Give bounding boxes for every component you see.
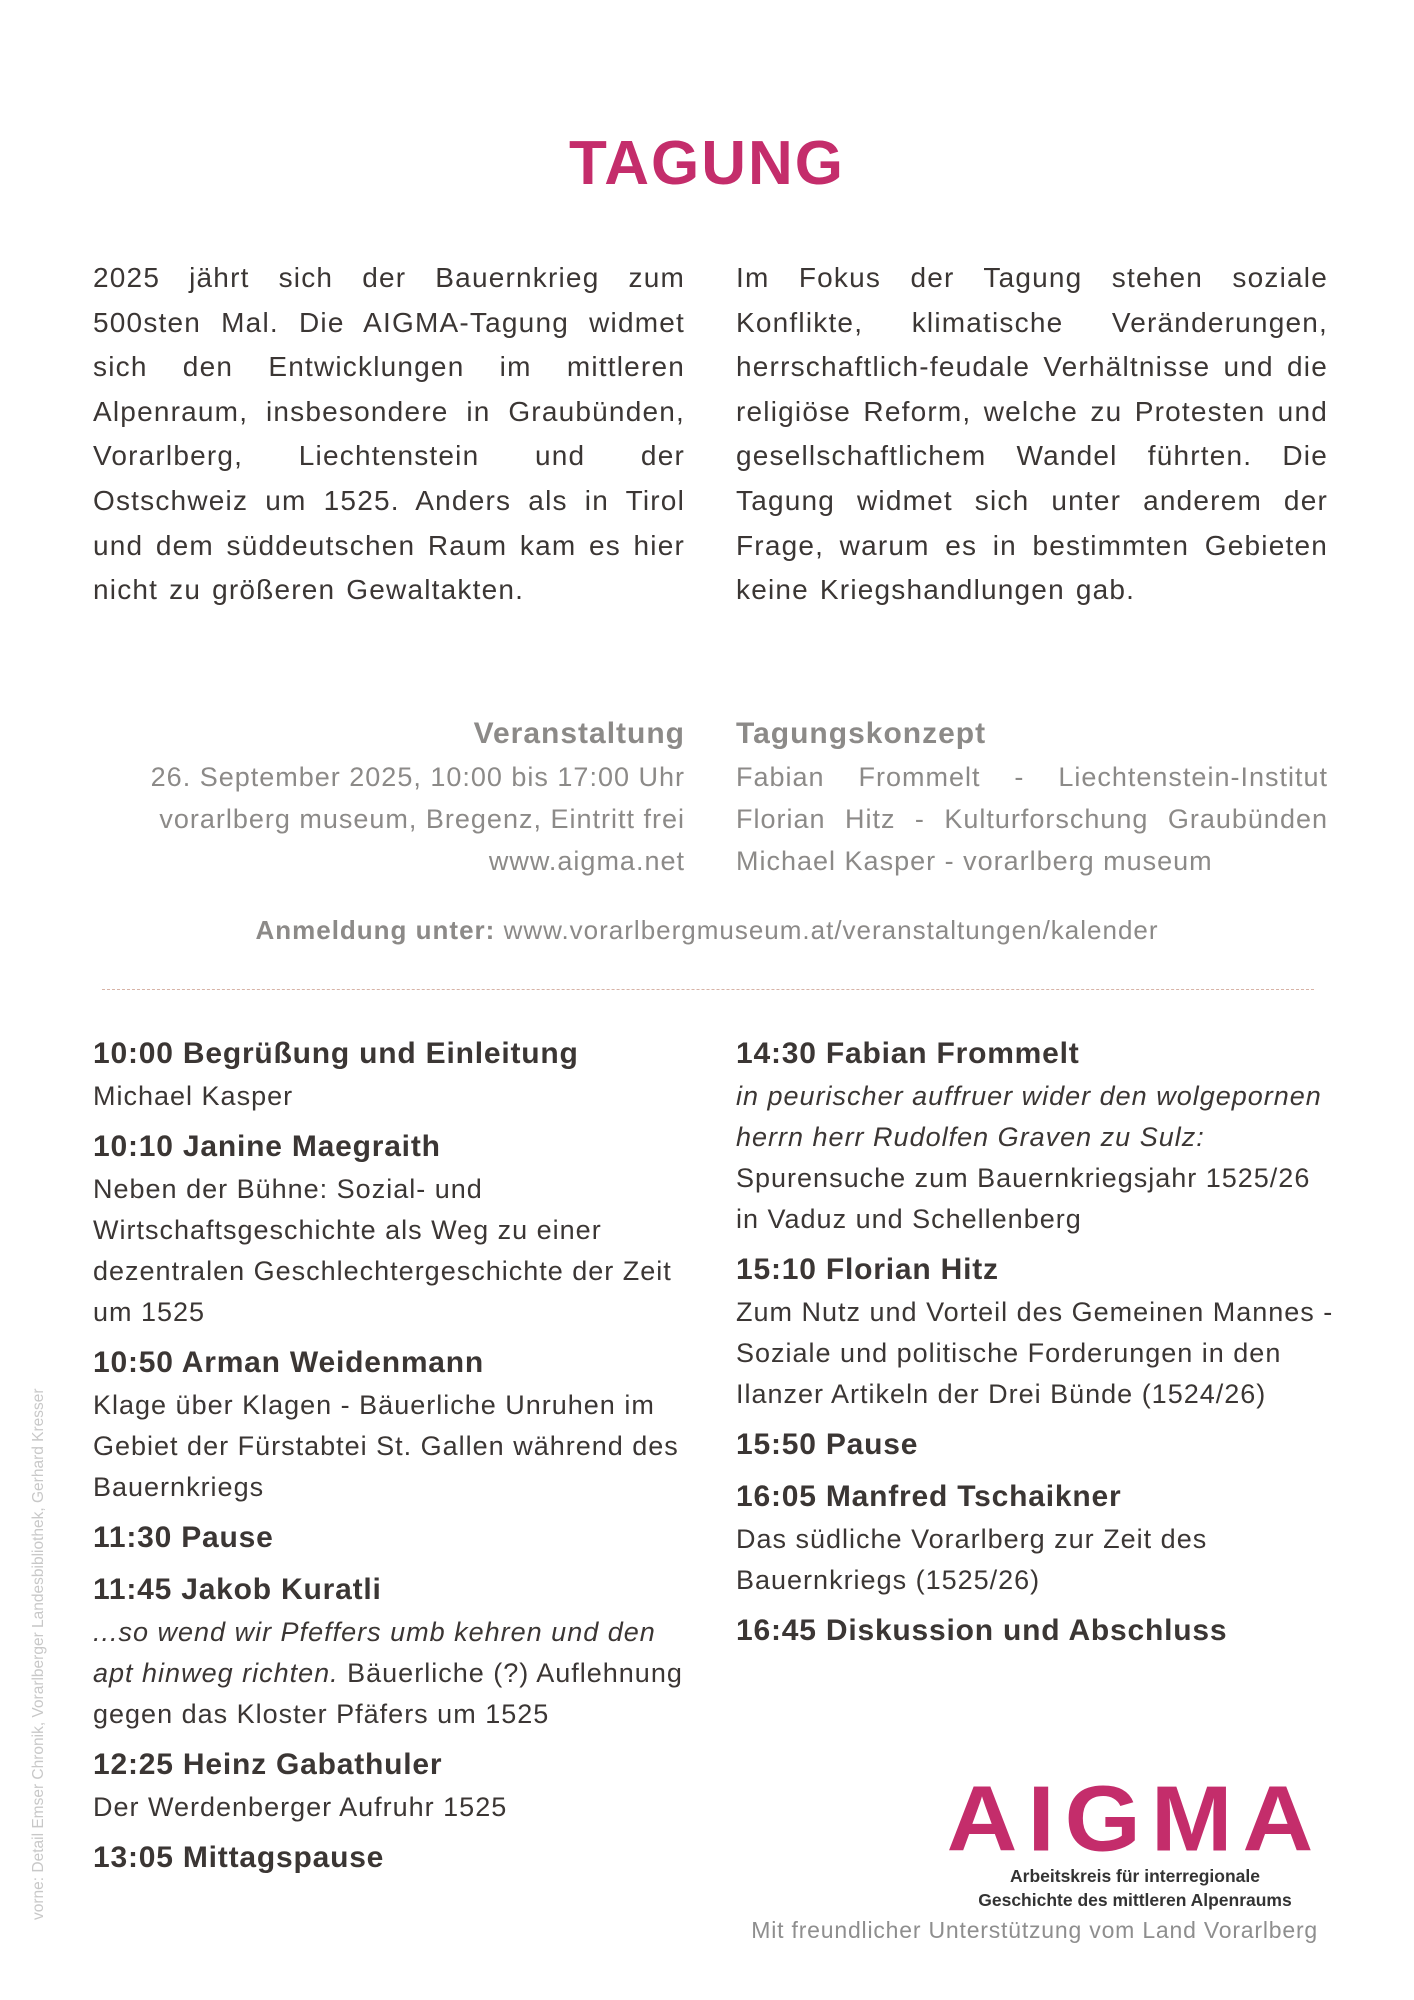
registration-link[interactable]: www.vorarlbergmuseum.at/veranstaltungen/kalender: [503, 915, 1159, 945]
schedule-item-title: 15:10 Florian Hitz: [736, 1253, 999, 1286]
schedule-item-title: 16:05 Manfred Tschaikner: [736, 1480, 1122, 1513]
registration: [0, 915, 1414, 946]
schedule-item-title: 10:10 Janine Maegraith: [93, 1130, 441, 1163]
schedule-item-quote: in peurischer auffruer wider den wolgepornen herrn herr Rudolfen Graven zu Sulz:: [736, 1081, 1322, 1152]
concept-info: [736, 714, 1328, 882]
schedule-item-description: [93, 1612, 693, 1735]
event-date: 26. September 2025, 10:00 bis 17:00 Uhr: [150, 762, 685, 792]
event-location: vorarlberg museum, Bregenz, Eintritt frei: [159, 804, 685, 834]
schedule-item-description: [93, 1076, 693, 1117]
schedule-item: [736, 1475, 1336, 1601]
schedule-item-text: Michael Kasper: [93, 1081, 294, 1111]
schedule-item-text: Spurensuche zum Bauernkriegsjahr 1525/26 in Vaduz und Schellenberg: [736, 1163, 1311, 1234]
schedule-item-title: 16:45 Diskussion und Abschluss: [736, 1614, 1228, 1647]
support-note: Mit freundlicher Unterstützung vom Land Vorarlberg: [751, 1917, 1318, 1943]
aigma-logo: [945, 1765, 1325, 1912]
schedule-item-title: 12:25 Heinz Gabathuler: [93, 1748, 443, 1781]
concept-heading: Tagungskonzept: [736, 717, 987, 750]
schedule-item: [93, 1516, 693, 1560]
schedule-item: [93, 1743, 693, 1828]
schedule-item-description: [93, 1787, 693, 1828]
schedule-left: [93, 1032, 693, 1888]
schedule-item-description: [93, 1169, 693, 1333]
schedule-item-title: 11:30 Pause: [93, 1521, 274, 1554]
schedule-item-title: 10:00 Begrüßung und Einleitung: [93, 1037, 579, 1070]
intro-left: 2025 jährt sich der Bauernkrieg zum 500sten Mal. Die AIGMA-Tagung widmet sich den Entwicklungen im mittleren Alpenraum, insbesondere in Graubünden, Vorarlberg, Liechtenstein und der Ostschweiz um 1525. Anders als in Tirol und dem süddeutschen Raum kam es hier nicht zu größeren Gewaltakten.: [93, 262, 685, 606]
schedule-item: [736, 1609, 1336, 1653]
schedule-item: [736, 1423, 1336, 1467]
schedule-item-description: [736, 1076, 1336, 1240]
registration-label: Anmeldung unter:: [255, 915, 496, 945]
logo-subtitle-1: Arbeitskreis für interregionale: [1010, 1866, 1260, 1886]
divider: [102, 989, 1314, 990]
schedule-item-text: Der Werdenberger Aufruhr 1525: [93, 1792, 508, 1822]
schedule-item-description: [93, 1385, 693, 1508]
schedule-item-description: [736, 1519, 1336, 1601]
schedule-item-title: 13:05 Mittagspause: [93, 1841, 385, 1874]
event-website-link[interactable]: www.aigma.net: [488, 846, 685, 876]
logo-subtitle-2: Geschichte des mittleren Alpenraums: [978, 1890, 1292, 1910]
schedule-item: [736, 1248, 1336, 1415]
schedule-item: [93, 1836, 693, 1880]
schedule-item-title: 15:50 Pause: [736, 1428, 919, 1461]
schedule-item: [93, 1032, 693, 1117]
schedule-item-text: Klage über Klagen - Bäuerliche Unruhen im Gebiet der Fürstabtei St. Gallen während des Bauernkriegs: [93, 1390, 679, 1502]
schedule-item-title: 14:30 Fabian Frommelt: [736, 1037, 1080, 1070]
schedule-item: [93, 1568, 693, 1735]
schedule-item-title: 10:50 Arman Weidenmann: [93, 1346, 485, 1379]
page-title: TAGUNG: [568, 129, 846, 198]
schedule-item: [93, 1125, 693, 1333]
image-credit: vorne: Detail Emser Chronik, Vorarlberger Landesbibliothek, Gerhard Kresser: [30, 1388, 47, 1920]
schedule-item-text: Bäuerliche (?) Auflehnung gegen das Kloster Pfäfers um 1525: [93, 1658, 683, 1729]
concept-person: Fabian Frommelt - Liechtenstein-Institut: [736, 762, 1328, 792]
intro-right: Im Fokus der Tagung stehen soziale Konflikte, klimatische Veränderungen, herrschaftlich-feudale Verhältnisse und die religiöse Reform, welche zu Protesten und gesellschaftlichem Wandel führten. Die Tagung widmet sich unter anderem der Frage, warum es in bestimmten Gebieten keine Kriegshandlungen gab.: [736, 262, 1328, 606]
schedule-item-description: [736, 1292, 1336, 1415]
event-info: [93, 714, 685, 882]
schedule-item-text: Das südliche Vorarlberg zur Zeit des Bauernkriegs (1525/26): [736, 1524, 1208, 1595]
schedule-right: [736, 1032, 1336, 1661]
schedule-item: [736, 1032, 1336, 1240]
schedule-item-title: 11:45 Jakob Kuratli: [93, 1573, 382, 1606]
concept-person: Florian Hitz - Kulturforschung Graubünden: [736, 804, 1328, 834]
schedule-item-text: Zum Nutz und Vorteil des Gemeinen Mannes - Soziale und politische Forderungen in den Ilanzer Artikeln der Drei Bünde (1524/26): [736, 1297, 1334, 1409]
schedule-item-quote: ...so wend wir Pfeffers umb kehren und den apt hinweg richten.: [93, 1617, 656, 1688]
event-heading: Veranstaltung: [473, 717, 685, 750]
schedule-item: [93, 1341, 693, 1508]
schedule-item-text: Neben der Bühne: Sozial- und Wirtschaftsgeschichte als Weg zu einer dezentralen Geschlechtergeschichte der Zeit um 1525: [93, 1174, 672, 1327]
concept-person: Michael Kasper - vorarlberg museum: [736, 846, 1213, 876]
logo-wordmark: AIGMA: [946, 1765, 1324, 1871]
